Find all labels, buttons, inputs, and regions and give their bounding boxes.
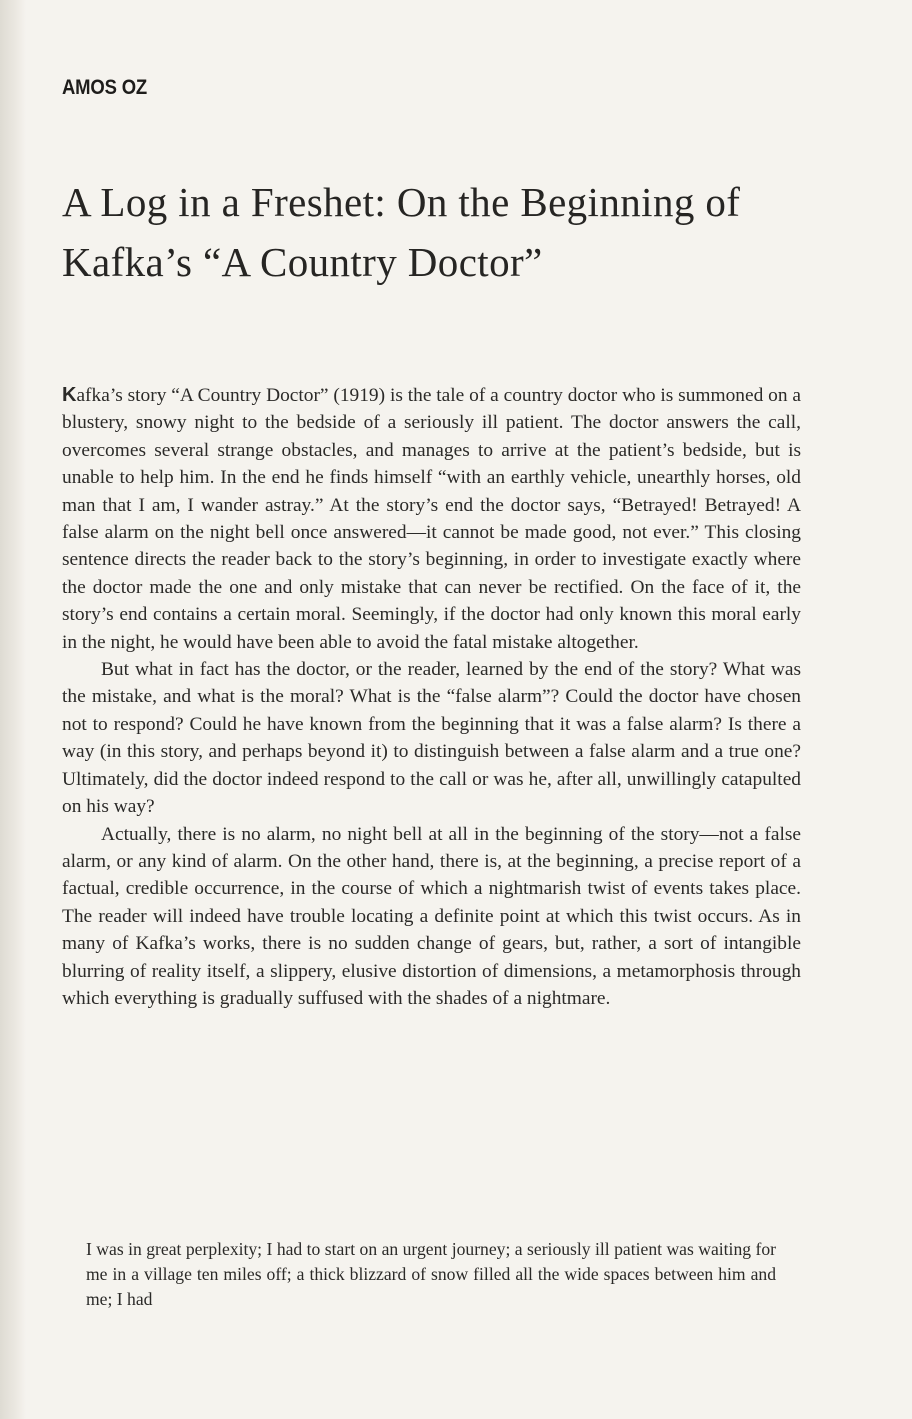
- page-gutter-shadow: [0, 0, 26, 1419]
- essay-title: A Log in a Freshet: On the Beginning of Kafka’s “A Country Doctor”: [62, 179, 741, 285]
- essay-body: [62, 382, 801, 1012]
- paragraph-3: Actually, there is no alarm, no night bell at all in the beginning of the story—not a false alarm, or any kind of alarm. On the other hand, there is, at the beginning, a precise report of a factual, credible occurrence, in the course of which a nightmarish twist of events takes place. The reader will indeed have trouble locating a definite point at which this twist occurs. As in many of Kafka’s works, there is no sudden change of gears, but, rather, a sort of intangible blurring of reality itself, a slippery, elusive distortion of dimensions, a metamorphosis through which everything is gradually suffused with the shades of a nightmare.: [62, 823, 801, 1009]
- drop-cap: K: [62, 384, 77, 406]
- paragraph-1-text: afka’s story “A Country Doctor” (1919) is the tale of a country doctor who is summoned on a blustery, snowy night to the bedside of a seriously ill patient. The doctor answers the call, overcomes several strange obstacles, and manages to arrive at the patient’s bedside, but is unable to help him. In the end he finds himself “with an earthly vehicle, unearthly horses, old man that I am, I wander astray.” At the story’s end the doctor says, “Betrayed! Betrayed! A false alarm on the night bell once answered—it cannot be made good, not ever.” This closing sentence directs the reader back to the story’s beginning, in order to investigate exactly where the doctor made the one and only mistake that can never be rectified. On the face of it, the story’s end contains a certain moral. Seemingly, if the doctor had only known this moral early in the night, he would have been able to avoid the fatal mistake altogether.: [62, 385, 801, 653]
- paragraph-1: [62, 382, 801, 656]
- paragraph-2: But what in fact has the doctor, or the reader, learned by the end of the story? What was the mistake, and what is the moral? What is the “false alarm”? Could the doctor have chosen not to respond? Could he have known from the beginning that it was a false alarm? Is there a way (in this story, and perhaps beyond it) to distinguish between a false alarm and a true one? Ultimately, did the doctor indeed respond to the call or was he, after all, unwillingly catapulted on his way?: [62, 659, 801, 818]
- block-quote: I was in great perplexity; I had to start on an urgent journey; a seriously ill patient was waiting for me in a village ten miles off; a thick blizzard of snow filled all the wide spaces between him and me; I had: [86, 1239, 776, 1309]
- running-header-author: AMOS OZ: [62, 76, 148, 99]
